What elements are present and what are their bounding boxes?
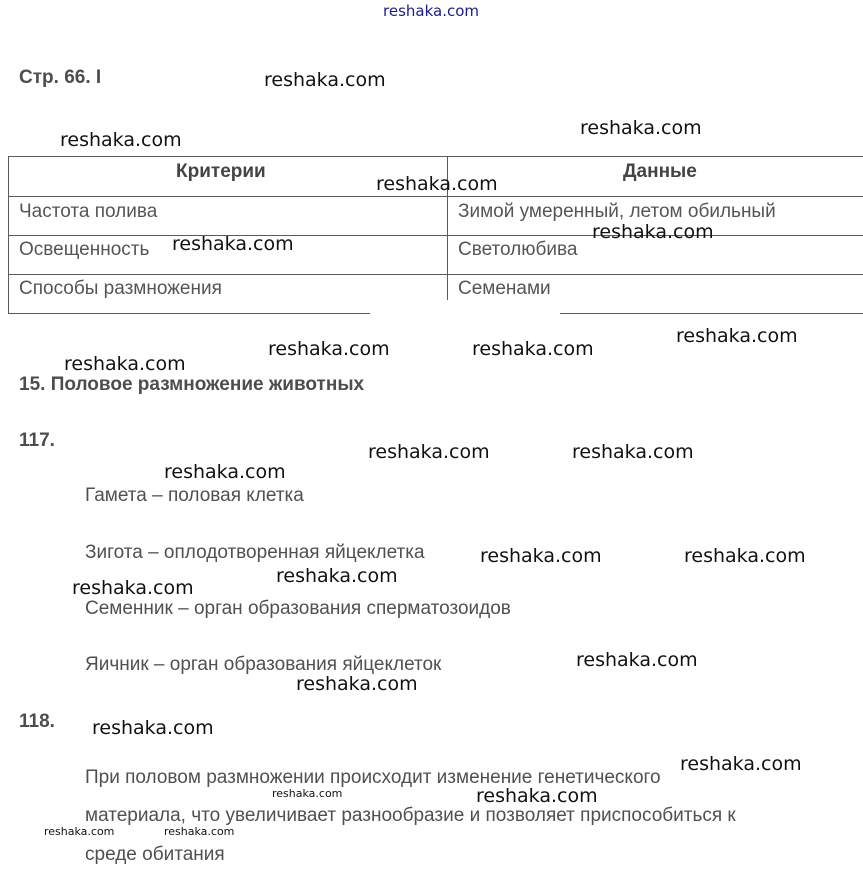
watermark: reshaka.com — [592, 221, 714, 243]
watermark: reshaka.com — [383, 2, 479, 20]
answer-line: При половом размножении происходит изменение генетического — [85, 767, 661, 788]
section-title: 15. Половое размножение животных — [19, 374, 365, 395]
answer-line: Яичник – орган образования яйцеклеток — [85, 654, 442, 675]
watermark: reshaka.com — [272, 787, 343, 800]
watermark: reshaka.com — [480, 545, 602, 567]
table-cell: Семенами — [458, 278, 551, 299]
watermark: reshaka.com — [296, 673, 418, 695]
watermark: reshaka.com — [476, 785, 598, 807]
watermark: reshaka.com — [44, 825, 115, 838]
watermark: reshaka.com — [264, 69, 386, 91]
answer-line: Зигота – оплодотворенная яйцеклетка — [85, 542, 425, 563]
watermark: reshaka.com — [72, 577, 194, 599]
table-header-criteria: Критерии — [176, 161, 266, 182]
table-cell: Частота полива — [19, 201, 158, 222]
watermark: reshaka.com — [576, 649, 698, 671]
watermark: reshaka.com — [376, 173, 498, 195]
table-cell: Светолюбива — [458, 239, 578, 260]
watermark: reshaka.com — [572, 441, 694, 463]
table-cell: Освещенность — [19, 239, 150, 260]
watermark: reshaka.com — [60, 129, 182, 151]
table-header-data: Данные — [623, 161, 697, 182]
watermark: reshaka.com — [268, 338, 390, 360]
watermark: reshaka.com — [64, 353, 186, 375]
watermark: reshaka.com — [276, 565, 398, 587]
watermark: reshaka.com — [676, 325, 798, 347]
watermark: reshaka.com — [368, 441, 490, 463]
watermark: reshaka.com — [680, 753, 802, 775]
page-header: Стр. 66. I — [19, 67, 102, 88]
watermark: reshaka.com — [164, 461, 286, 483]
answer-line: Семенник – орган образования сперматозоидов — [85, 598, 511, 619]
answer-line: среде обитания — [85, 844, 225, 865]
watermark: reshaka.com — [92, 717, 214, 739]
watermark: reshaka.com — [164, 825, 235, 838]
watermark: reshaka.com — [684, 545, 806, 567]
task-number: 118. — [19, 711, 55, 732]
task-number: 117. — [19, 430, 55, 451]
answer-line: Гамета – половая клетка — [85, 485, 304, 506]
watermark: reshaka.com — [172, 233, 294, 255]
answer-line: материала, что увеличивает разнообразие и позволяет приспособиться к — [85, 805, 736, 826]
watermark: reshaka.com — [580, 117, 702, 139]
table-cell: Способы размножения — [19, 278, 222, 299]
table-cell: Зимой умеренный, летом обильный — [458, 201, 776, 222]
watermark: reshaka.com — [472, 338, 594, 360]
